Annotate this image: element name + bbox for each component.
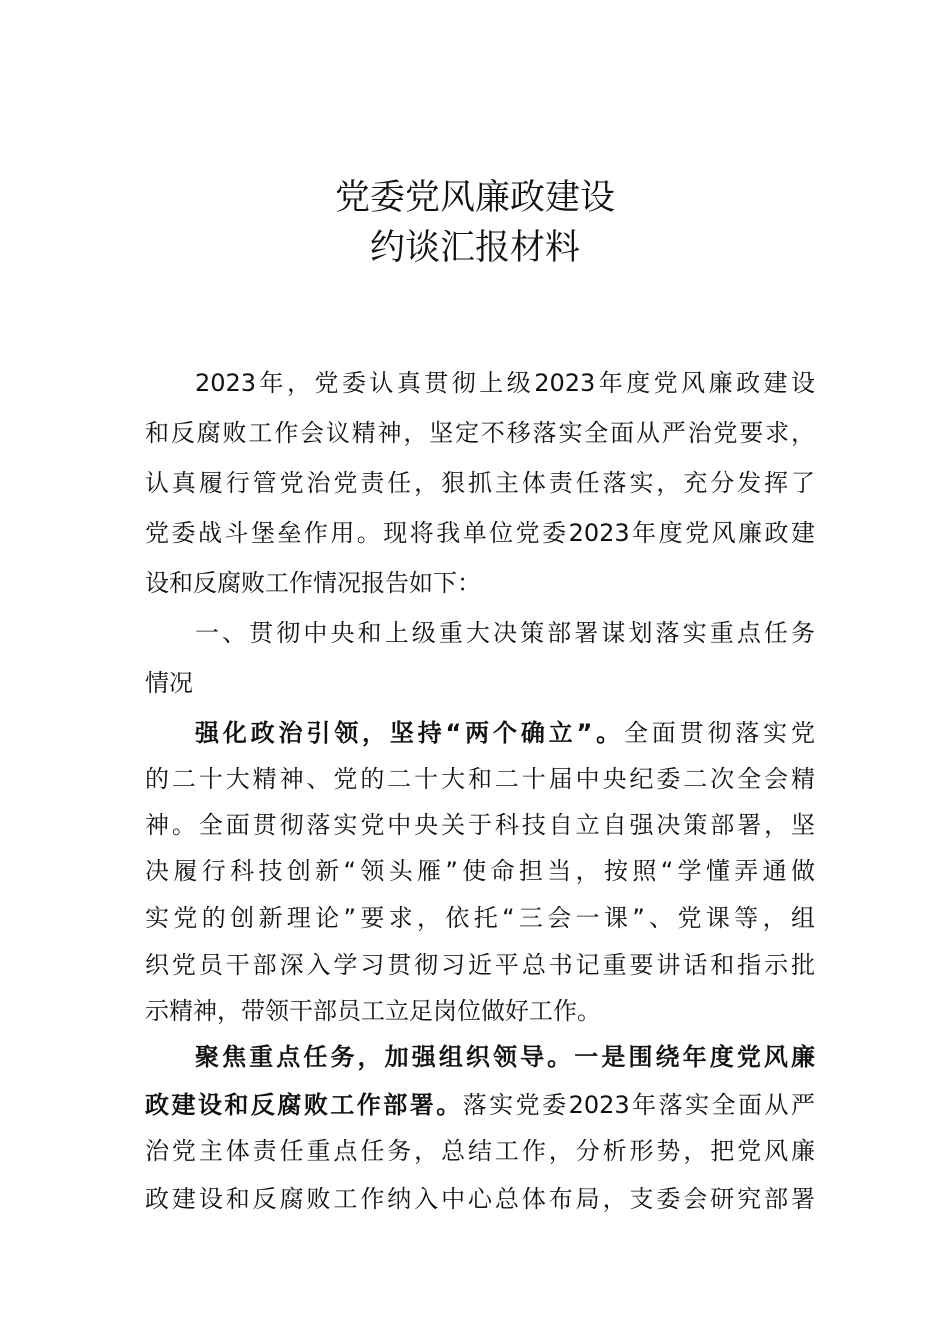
section-heading-1-line-2: 情况	[145, 669, 193, 697]
paragraph-1-line-4: 党委战斗堡垒作用。现将我单位党委2023年度党风廉政建	[145, 519, 815, 547]
paragraph-1-line-3: 认真履行管党治党责任，狠抓主体责任落实，充分发挥了	[145, 469, 815, 497]
paragraph-2-line-5: 实党的创新理论”要求，依托“三会一课”、党课等，组	[145, 904, 815, 932]
paragraph-3-line-2-text: 落实党委2023年落实全面从严	[462, 1091, 816, 1119]
paragraph-2-line-1	[195, 718, 815, 748]
paragraph-3-bold-continued: 政建设和反腐败工作部署。	[145, 1091, 463, 1119]
paragraph-2-bold-lead: 强化政治引领，坚持“两个确立”。	[195, 719, 624, 747]
paragraph-1-line-5: 设和反腐败工作情况报告如下：	[145, 569, 481, 597]
paragraph-2-line-4: 决履行科技创新“领头雁”使命担当，按照“学懂弄通做	[145, 857, 815, 885]
document-title-line-2: 约谈汇报材料	[369, 228, 580, 268]
paragraph-2-line-3: 神。全面贯彻落实党中央关于科技自立自强决策部署，坚	[145, 811, 815, 839]
paragraph-3-line-4: 政建设和反腐败工作纳入中心总体布局，支委会研究部署	[145, 1185, 815, 1213]
section-heading-1-line-1: 一、贯彻中央和上级重大决策部署谋划落实重点任务	[195, 619, 815, 647]
paragraph-3-line-2	[145, 1090, 815, 1120]
paragraph-2-line-1-text: 全面贯彻落实党	[623, 719, 816, 747]
paragraph-1-line-2: 和反腐败工作会议精神，坚定不移落实全面从严治党要求，	[145, 419, 815, 447]
paragraph-2-line-7: 示精神，带领干部员工立足岗位做好工作。	[145, 997, 601, 1025]
paragraph-3-bold-lead: 聚焦重点任务，加强组织领导。一是围绕年度党风廉	[195, 1043, 815, 1071]
paragraph-3-line-1	[195, 1042, 815, 1072]
paragraph-3-line-3: 治党主体责任重点任务，总结工作，分析形势，把党风廉	[145, 1137, 815, 1165]
paragraph-1-line-1: 2023年，党委认真贯彻上级2023年度党风廉政建设	[195, 369, 815, 397]
paragraph-2-line-6: 织党员干部深入学习贯彻习近平总书记重要讲话和指示批	[145, 951, 815, 979]
document-title-line-1: 党委党风廉政建设	[334, 178, 615, 218]
paragraph-2-line-2: 的二十大精神、党的二十大和二十届中央纪委二次全会精	[145, 765, 815, 793]
